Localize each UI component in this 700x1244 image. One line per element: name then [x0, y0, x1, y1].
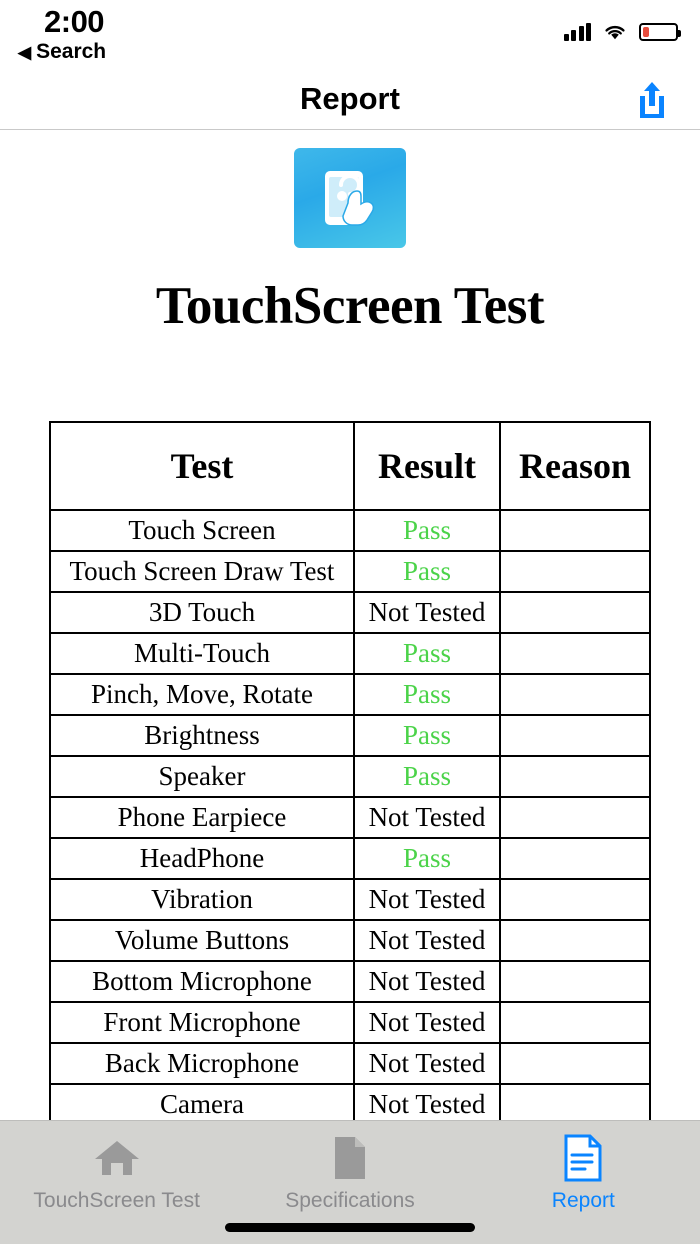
cell-test: Camera — [50, 1084, 354, 1125]
table-header-row — [50, 422, 650, 510]
tab-bar — [0, 1120, 700, 1244]
cell-result: Not Tested — [354, 961, 500, 1002]
cellular-signal-icon — [564, 23, 592, 41]
table-row — [50, 674, 650, 715]
cell-test: Phone Earpiece — [50, 797, 354, 838]
cell-test: Touch Screen Draw Test — [50, 551, 354, 592]
table-row — [50, 715, 650, 756]
table-row — [50, 510, 650, 551]
home-icon — [91, 1133, 143, 1183]
cell-result: Not Tested — [354, 1084, 500, 1125]
status-time: 2:00 — [44, 4, 105, 39]
share-icon[interactable] — [630, 78, 674, 122]
battery-low-icon — [639, 23, 678, 41]
report-icon — [560, 1133, 606, 1183]
cell-reason — [500, 756, 650, 797]
cell-reason — [500, 510, 650, 551]
cell-reason — [500, 633, 650, 674]
app-title: TouchScreen Test — [155, 277, 545, 335]
cell-reason — [500, 715, 650, 756]
cell-test: Speaker — [50, 756, 354, 797]
tab-label-touchscreen-test: TouchScreen Test — [33, 1189, 200, 1212]
table-header-reason: Reason — [500, 422, 650, 510]
table-header-result: Result — [354, 422, 500, 510]
cell-reason — [500, 797, 650, 838]
cell-result: Not Tested — [354, 879, 500, 920]
cell-result: Pass — [354, 551, 500, 592]
table-row — [50, 920, 650, 961]
table-row — [50, 797, 650, 838]
table-row — [50, 551, 650, 592]
table-row — [50, 633, 650, 674]
nav-bar — [0, 68, 700, 130]
cell-result: Not Tested — [354, 797, 500, 838]
cell-reason — [500, 961, 650, 1002]
cell-result: Not Tested — [354, 1043, 500, 1084]
page-title: Report — [300, 80, 400, 116]
report-table — [49, 421, 651, 1167]
cell-reason — [500, 838, 650, 879]
wifi-icon — [602, 22, 628, 41]
cell-test: Volume Buttons — [50, 920, 354, 961]
cell-reason — [500, 879, 650, 920]
table-row — [50, 1043, 650, 1084]
report-content[interactable] — [0, 131, 700, 1120]
table-row — [50, 1084, 650, 1125]
tab-label-report: Report — [551, 1189, 615, 1212]
table-row — [50, 838, 650, 879]
cell-reason — [500, 1043, 650, 1084]
cell-test: Multi-Touch — [50, 633, 354, 674]
cell-test: Pinch, Move, Rotate — [50, 674, 354, 715]
cell-test: Bottom Microphone — [50, 961, 354, 1002]
tab-touchscreen-test[interactable] — [0, 1121, 233, 1244]
document-icon — [328, 1133, 372, 1183]
cell-test: 3D Touch — [50, 592, 354, 633]
cell-test: Vibration — [50, 879, 354, 920]
table-row — [50, 961, 650, 1002]
cell-test: HeadPhone — [50, 838, 354, 879]
cell-reason — [500, 1002, 650, 1043]
cell-reason — [500, 1084, 650, 1125]
cell-result: Pass — [354, 838, 500, 879]
cell-test: Front Microphone — [50, 1002, 354, 1043]
back-to-search-button[interactable] — [18, 40, 106, 64]
status-indicators — [564, 22, 679, 41]
cell-result: Pass — [354, 674, 500, 715]
cell-reason — [500, 551, 650, 592]
cell-result: Pass — [354, 715, 500, 756]
cell-result: Not Tested — [354, 920, 500, 961]
table-row — [50, 879, 650, 920]
cell-result: Pass — [354, 510, 500, 551]
table-row — [50, 1002, 650, 1043]
tab-label-specifications: Specifications — [285, 1189, 415, 1212]
cell-result: Not Tested — [354, 592, 500, 633]
tab-report[interactable] — [467, 1121, 700, 1244]
status-bar — [0, 0, 700, 68]
cell-reason — [500, 592, 650, 633]
cell-test: Brightness — [50, 715, 354, 756]
touchscreen-app-icon — [294, 148, 406, 248]
cell-result: Not Tested — [354, 1002, 500, 1043]
cell-result: Pass — [354, 633, 500, 674]
back-label: Search — [36, 40, 107, 63]
cell-test: Touch Screen — [50, 510, 354, 551]
cell-reason — [500, 674, 650, 715]
triangle-left-icon: ◀ — [18, 42, 32, 62]
cell-test: Back Microphone — [50, 1043, 354, 1084]
table-row — [50, 756, 650, 797]
cell-reason — [500, 920, 650, 961]
cell-result: Pass — [354, 756, 500, 797]
table-header-test: Test — [50, 422, 354, 510]
home-indicator[interactable] — [225, 1223, 475, 1232]
table-row — [50, 592, 650, 633]
